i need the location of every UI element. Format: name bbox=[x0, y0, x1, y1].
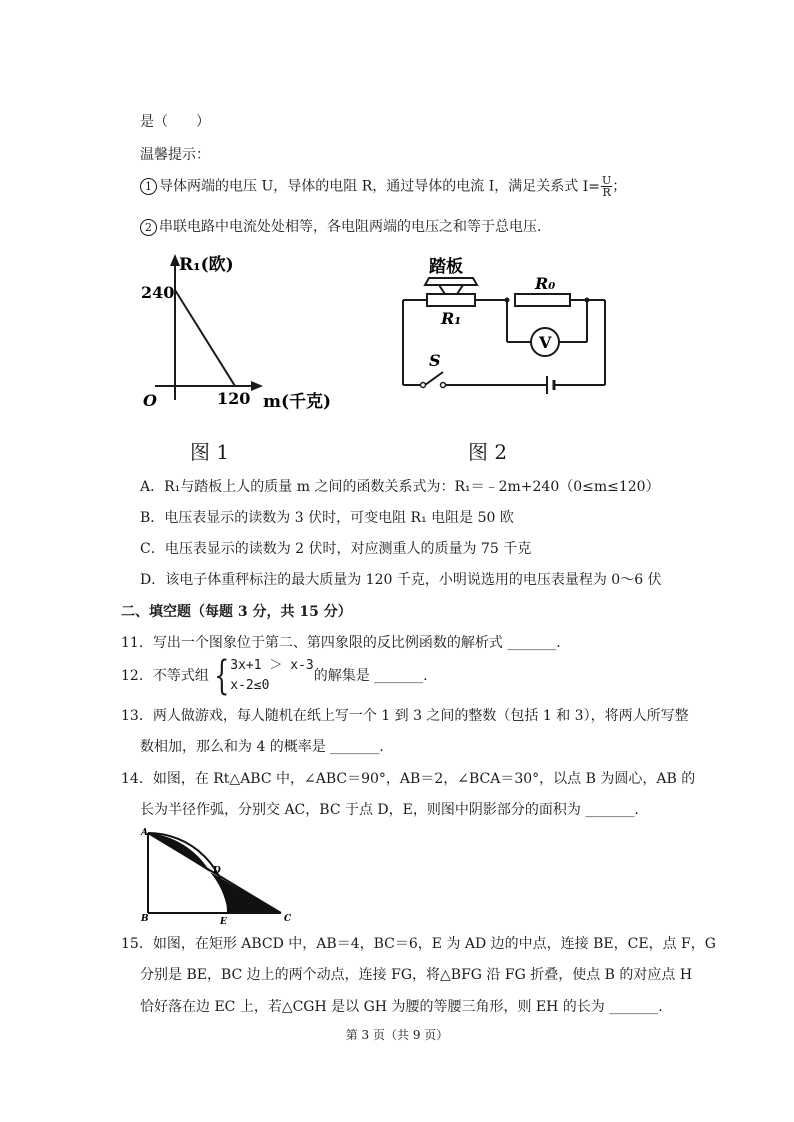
option-b: B．电压表显示的读数为 3 伏时，可变电阻 R₁ 电阻是 50 欧 bbox=[140, 510, 514, 526]
y-axis-label: R₁(欧) bbox=[179, 255, 234, 275]
circled-number-1: 1 bbox=[140, 178, 157, 195]
resistor-r0 bbox=[515, 294, 570, 306]
q12-prefix: 12．不等式组 bbox=[121, 668, 209, 684]
figure-1-caption: 图 1 bbox=[190, 440, 230, 464]
question-15-line-2: 分别是 BE，BC 边上的两个动点，连接 FG，将△BFG 沿 FG 折叠，使点 B 的对应点 H bbox=[140, 967, 693, 983]
x-axis-arrow bbox=[251, 381, 263, 391]
question-15-line-1: 15．如图，在矩形 ABCD 中，AB＝4，BC＝6，E 为 AD 边的中点，连接 BE，CE，点 F，G bbox=[121, 936, 716, 952]
question-12 bbox=[121, 653, 428, 699]
point-d-label: D bbox=[213, 866, 221, 876]
figure-2-circuit bbox=[395, 252, 615, 397]
page-footer: 第 3 页（共 9 页） bbox=[345, 1028, 449, 1042]
question-14-line-1: 14．如图，在 Rt△ABC 中，∠ABC＝90°，AB＝2，∠BCA＝30°，以点 B 为圆心，AB 的 bbox=[121, 771, 696, 787]
tip-title: 温馨提示： bbox=[140, 147, 210, 163]
voltmeter-label: V bbox=[539, 333, 552, 352]
y-intercept-label: 240 bbox=[141, 283, 175, 302]
tip-1 bbox=[140, 175, 626, 198]
switch-blade bbox=[425, 372, 443, 385]
section-title: 二、填空题（每题 3 分，共 15 分） bbox=[121, 604, 352, 620]
origin-label: O bbox=[143, 391, 157, 410]
figure-1-graph bbox=[135, 250, 350, 420]
point-a-label: A bbox=[141, 828, 148, 838]
question-14-line-2: 长为半径作弧，分别交 AC，BC 于点 D，E，则图中阴影部分的面积为 _______. bbox=[140, 802, 639, 818]
point-c-label: C bbox=[284, 914, 292, 924]
switch-contact-right bbox=[441, 383, 446, 388]
q12-suffix: 的解集是 _______. bbox=[313, 668, 428, 684]
question-13-line-2: 数相加，那么和为 4 的概率是 _______. bbox=[140, 739, 384, 755]
option-a: A．R₁与踏板上人的质量 m 之间的函数关系式为：R₁＝﹣2m+240（0≤m≤120） bbox=[140, 479, 660, 495]
circled-number-2: 2 bbox=[140, 219, 157, 236]
option-c: C．电压表显示的读数为 2 伏时，对应测重人的质量为 75 千克 bbox=[140, 541, 532, 557]
q14-figure bbox=[138, 825, 298, 925]
left-brace: { bbox=[213, 653, 230, 699]
formula-numerator: U bbox=[601, 174, 612, 187]
tip-1-text: 导体两端的电压 U，导体的电阻 R，通过导体的电流 I，满足关系式 bbox=[159, 178, 579, 195]
resistor-r1 bbox=[427, 294, 475, 306]
pedal-plate bbox=[425, 278, 477, 285]
question-15-line-3: 恰好落在边 EC 上，若△CGH 是以 GH 为腰的等腰三角形，则 EH 的长为 _______. bbox=[140, 999, 663, 1015]
question-11: 11．写出一个图象位于第二、第四象限的反比例函数的解析式 _______. bbox=[121, 635, 561, 651]
junction-right bbox=[585, 298, 590, 303]
formula-lhs: I= bbox=[582, 178, 600, 195]
r1-label: R₁ bbox=[441, 309, 462, 328]
x-intercept-label: 120 bbox=[217, 389, 251, 408]
question-13-line-1: 13．两人做游戏，每人随机在纸上写一个 1 到 3 之间的整数（包括 1 和 3），将两人所写整 bbox=[121, 708, 689, 724]
formula-denominator: R bbox=[602, 186, 611, 199]
point-e-label: E bbox=[220, 917, 227, 925]
point-b-label: B bbox=[141, 914, 149, 924]
switch-contact-left bbox=[421, 383, 426, 388]
inequality-system bbox=[230, 656, 313, 696]
tip-2 bbox=[140, 217, 541, 237]
figure-2-caption: 图 2 bbox=[468, 440, 508, 464]
tip-1-tail: ； bbox=[612, 178, 627, 195]
x-axis-label: m(千克) bbox=[263, 392, 332, 412]
inequality-2: x-2≤0 bbox=[230, 678, 270, 693]
junction-left bbox=[505, 298, 510, 303]
question-continuation: 是（ ） bbox=[140, 114, 210, 130]
formula-fraction bbox=[601, 175, 612, 198]
pedal-stem bbox=[439, 285, 463, 294]
pedal-label: 踏板 bbox=[429, 257, 463, 277]
function-line bbox=[175, 290, 235, 386]
r0-label: R₀ bbox=[535, 274, 556, 293]
tip-2-text: 串联电路中电流处处相等，各电阻两端的电压之和等于总电压. bbox=[159, 219, 542, 235]
option-d: D．该电子体重秤标注的最大质量为 120 千克，小明说选用的电压表量程为 0～6 伏 bbox=[140, 572, 662, 588]
inequality-1: 3x+1 ＞ x-3 bbox=[230, 658, 314, 673]
switch-label: S bbox=[429, 351, 441, 370]
ohms-law-formula bbox=[582, 174, 613, 199]
